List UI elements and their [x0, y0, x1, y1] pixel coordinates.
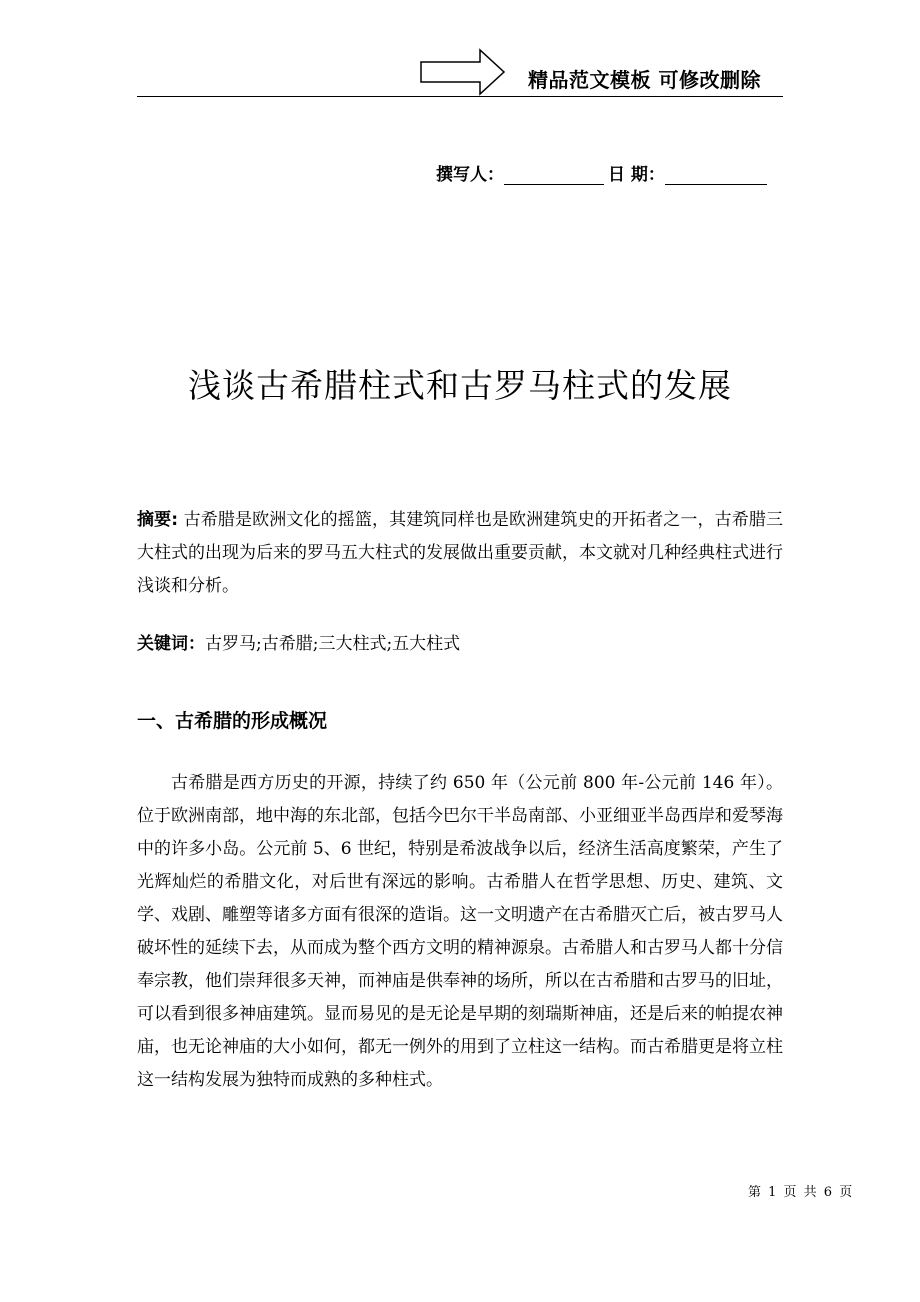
- document-title: 浅谈古希腊柱式和古罗马柱式的发展: [188, 366, 732, 405]
- page-number: 第 1 页 共 6 页: [748, 1185, 853, 1200]
- keywords-label: 关键词：: [137, 634, 205, 654]
- section-heading: 一、古希腊的形成概况: [137, 710, 328, 732]
- date-blank-field: [665, 166, 767, 185]
- abstract-text: 古希腊是欧洲文化的摇篮，其建筑同样也是欧洲建筑史的开拓者之一，古希腊三大柱式的出现为后来的罗马五大柱式的发展做出重要贡献，本文就对几种经典柱式进行浅谈和分析。: [137, 510, 783, 596]
- arrow-icon: [420, 48, 506, 96]
- header-tagline: 精品范文模板 可修改删除: [528, 68, 761, 92]
- keywords-text: 古罗马;古希腊;三大柱式;五大柱式: [205, 634, 461, 654]
- header-rule: [137, 96, 783, 97]
- author-blank-field: [504, 166, 604, 185]
- date-label: 日 期：: [608, 165, 665, 185]
- abstract-label: 摘要:: [137, 510, 179, 530]
- abstract: [137, 504, 783, 603]
- author-date-line: [436, 160, 767, 185]
- keywords: [137, 628, 783, 661]
- author-label: 撰写人：: [436, 165, 504, 185]
- body-paragraph: 古希腊是西方历史的开源，持续了约 650 年（公元前 800 年-公元前 146 年）。位于欧洲南部，地中海的东北部，包括今巴尔干半岛南部、小亚细亚半岛西岸和爱琴海中的许多小岛。公元前 5、6 世纪，特别是希波战争以后，经济生活高度繁荣，产生了光辉灿烂的希腊文化，对后世有深远的影响。古希腊人在哲学思想、历史、建筑、文学、戏剧、雕塑等诸多方面有很深的造诣。这一文明遗产在古希腊灭亡后，被古罗马人破坏性的延续下去，从而成为整个西方文明的精神源泉。古希腊人和古罗马人都十分信奉宗教，他们崇拜很多天神，而神庙是供奉神的场所，所以在古希腊和古罗马的旧址，可以看到很多神庙建筑。显而易见的是无论是早期的刻瑞斯神庙，还是后来的帕提农神庙，也无论神庙的大小如何，都无一例外的用到了立柱这一结构。而古希腊更是将立柱这一结构发展为独特而成熟的多种柱式。: [137, 773, 783, 1090]
